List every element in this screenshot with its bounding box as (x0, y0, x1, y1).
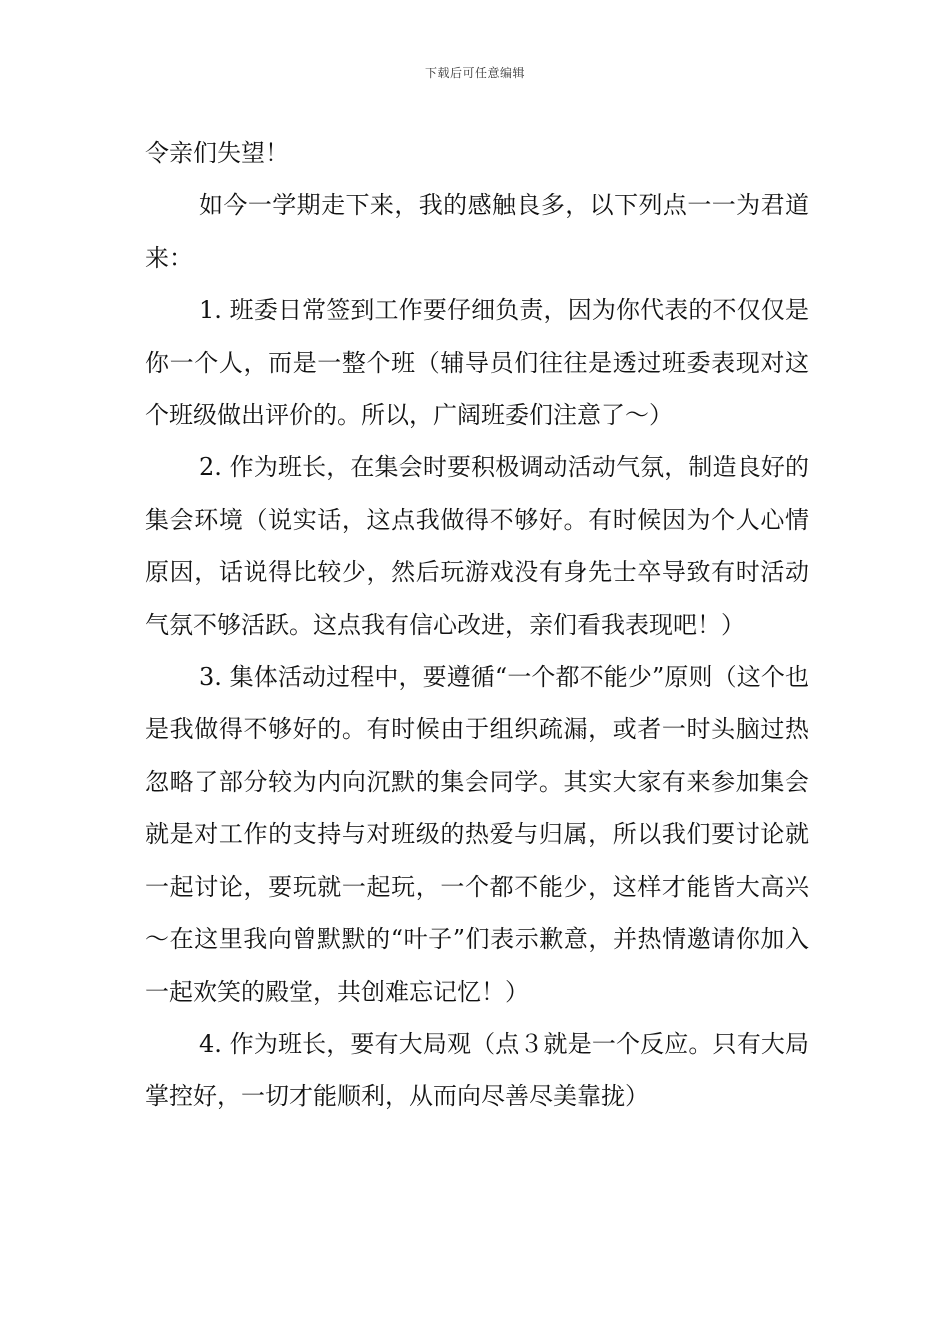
page-header: 下载后可任意编辑 (424, 66, 525, 80)
paragraph-continuation: 令亲们失望！ (145, 139, 289, 167)
paragraph-point-3: 3. 集体活动过程中，要遵循“一个都不能少”原则（这个也是我做得不够好的。有时候由于组织疏漏，或者一时头脑过热忽略了部分较为内向沉默的集会同学。其实大家有来参加集会就是对工作的支持与对班级的热爱与归属，所以我们要讨论就一起讨论，要玩就一起玩，一个都不能少，这样才能皆大高兴～在这里我向曾默默的“叶子”们表示歉意，并热情邀请你加入一起欢笑的殿堂，共创难忘记忆！） (145, 663, 809, 1006)
document-body (145, 127, 809, 1123)
paragraph-point-2: 2. 作为班长，在集会时要积极调动活动气氛，制造良好的集会环境（说实话，这点我做得不够好。有时候因为个人心情原因，话说得比较少，然后玩游戏没有身先士卒导致有时活动气氛不够活跃。这点我有信心改进，亲们看我表现吧！） (145, 453, 809, 639)
paragraph-point-1: 1. 班委日常签到工作要仔细负责，因为你代表的不仅仅是你一个人，而是一整个班（辅导员们往往是透过班委表现对这个班级做出评价的。所以，广阔班委们注意了～） (145, 296, 809, 430)
paragraph-intro: 如今一学期走下来，我的感触良多，以下列点一一为君道来： (145, 191, 809, 272)
paragraph-point-4: 4. 作为班长，要有大局观（点３就是一个反应。只有大局掌控好，一切才能顺利，从而向尽善尽美靠拢） (145, 1029, 809, 1111)
